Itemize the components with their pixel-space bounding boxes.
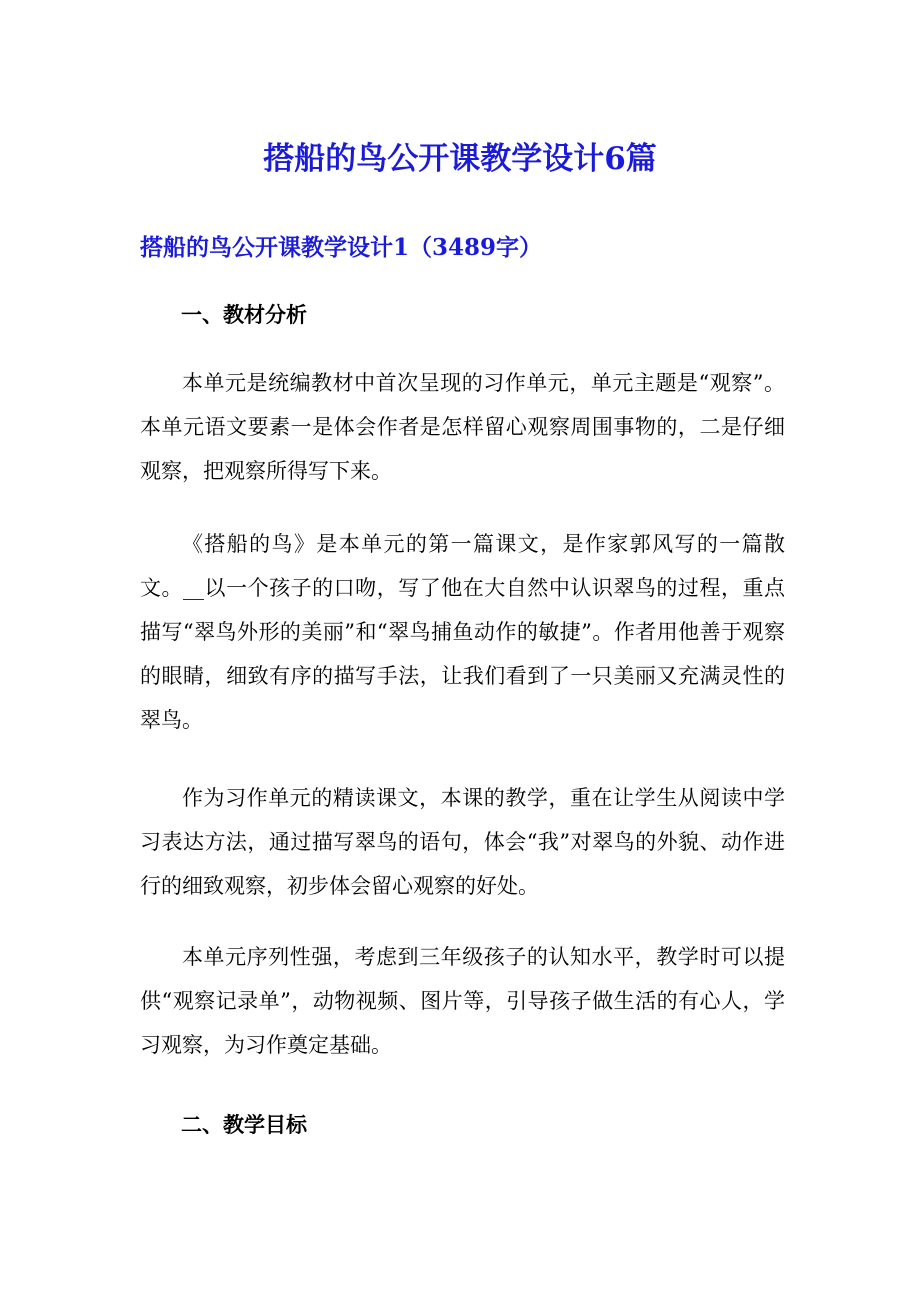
paragraph-1: 本单元是统编教材中首次呈现的习作单元，单元主题是“观察”。本单元语文要素一是体会作者是怎样留心观察周围事物的，二是仔细观察，把观察所得写下来。: [140, 371, 785, 483]
document-title: 搭船的鸟公开课教学设计6篇: [263, 141, 657, 177]
subheading-teaching-goals: 二、教学目标: [181, 1112, 307, 1137]
paragraph-3: 作为习作单元的精读课文，本课的教学，重在让学生从阅读中学习表达方法，通过描写翠鸟的语句，体会“我”对翠鸟的外貌、动作进行的细致观察，初步体会留心观察的好处。: [140, 786, 785, 898]
paragraph-2: 《搭船的鸟》是本单元的第一篇课文，是作家郭风写的一篇散文。__以一个孩子的口吻，写了他在大自然中认识翠鸟的过程，重点描写“翠鸟外形的美丽”和“翠鸟捕鱼动作的敏捷”。作者用他善于观察的眼睛，细致有序的描写手法，让我们看到了一只美丽又充满灵性的翠鸟。: [140, 532, 785, 732]
subheading-textbook-analysis: 一、教材分析: [181, 302, 307, 327]
section-heading: 搭船的鸟公开课教学设计1（3489字）: [140, 234, 543, 261]
paragraph-4: 本单元序列性强，考虑到三年级孩子的认知水平，教学时可以提供“观察记录单”，动物视频、图片等，引导孩子做生活的有心人，学习观察，为习作奠定基础。: [140, 945, 785, 1057]
